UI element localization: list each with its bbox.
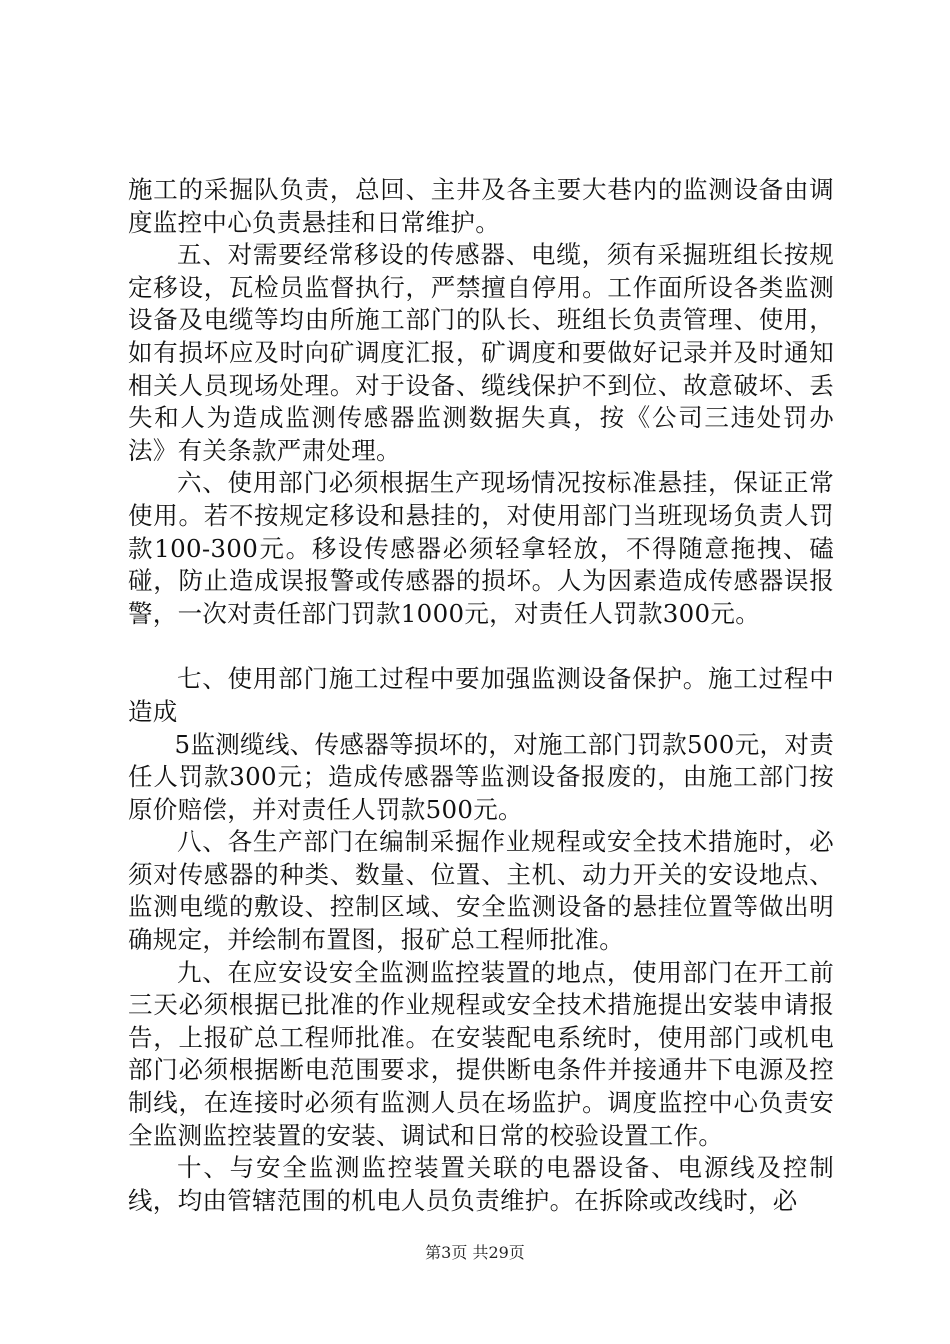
paragraph-item-10: 十、与安全监测监控装置关联的电器设备、电源线及控制线，均由管辖范围的机电人员负责维护。在拆除或改线时，必 [128,1153,834,1215]
paragraph-item-8: 八、各生产部门在编制采掘作业规程或安全技术措施时，必须对传感器的种类、数量、位置、主机、动力开关的安设地点、监测电缆的敷设、控制区域、安全监测设备的悬挂位置等做出明确规定，并绘制布置图，报矿总工程师批准。 [128,827,834,955]
paragraph-item-5: 五、对需要经常移设的传感器、电缆，须有采掘班组长按规定移设，瓦检员监督执行，严禁擅自停用。工作面所设各类监测设备及电缆等均由所施工部门的队长、班组长负责管理、使用，如有损坏应及时向矿调度汇报，矿调度和要做好记录并及时通知相关人员现场处理。对于设备、缆线保护不到位、故意破坏、丢失和人为造成监测传感器监测数据失真，按《公司三违处罚办法》有关条款严肃处理。 [128,240,834,465]
paragraph-item-6: 六、使用部门必须根据生产现场情况按标准悬挂，保证正常使用。若不按规定移设和悬挂的，对使用部门当班现场负责人罚款100-300元。移设传感器必须轻拿轻放，不得随意拖拽、磕碰，防止造成误报警或传感器的损坏。人为因素造成传感器误报警，一次对责任部门罚款1000元，对责任人罚款300元。 [128,468,834,628]
document-body [128,174,834,1217]
paragraph-item-7: 七、使用部门施工过程中要加强监测设备保护。施工过程中造成 [128,664,834,726]
paragraph-continuation: 施工的采掘队负责，总回、主井及各主要大巷内的监测设备由调度监控中心负责悬挂和日常维护。 [128,175,834,237]
paragraph-item-7-continued: 5监测缆线、传感器等损坏的，对施工部门罚款500元，对责任人罚款300元；造成传感器等监测设备报废的，由施工部门按原价赔偿，并对责任人罚款500元。 [128,729,834,824]
page-number-footer: 第3页 共29页 [425,1243,525,1262]
paragraph-gap [128,630,834,663]
paragraph-item-9: 九、在应安设安全监测监控装置的地点，使用部门在开工前三天必须根据已批准的作业规程或安全技术措施提出安装申请报告，上报矿总工程师批准。在安装配电系统时，使用部门或机电部门必须根据断电范围要求，提供断电条件并接通井下电源及控制线，在连接时必须有监测人员在场监护。调度监控中心负责安全监测监控装置的安装、调试和日常的校验设置工作。 [128,957,834,1150]
